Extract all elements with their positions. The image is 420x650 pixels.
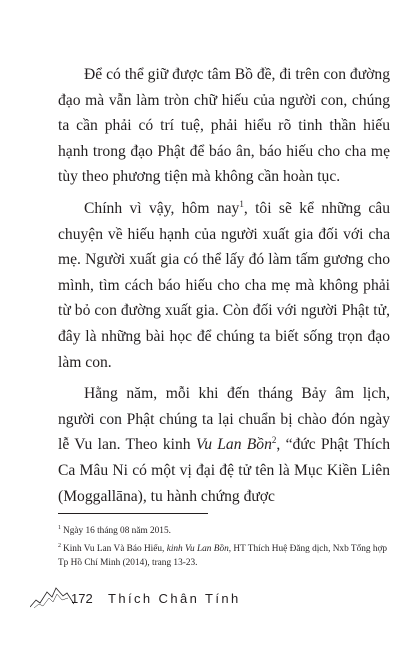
mountain-icon — [30, 580, 74, 610]
footnote-2 — [58, 542, 388, 570]
footnote-number: 2 — [58, 542, 61, 549]
author-name: Thích Chân Tính — [108, 591, 241, 606]
footnotes — [58, 524, 388, 574]
page-footer — [30, 580, 290, 610]
footnote-text-start: Kinh Vu Lan Và Báo Hiếu, — [63, 544, 167, 554]
footnote-reference-2[interactable]: 2 — [271, 435, 277, 446]
footnote-reference-1[interactable]: 1 — [239, 198, 244, 209]
footnote-separator — [58, 513, 208, 514]
body-text — [58, 62, 390, 515]
paragraph-text-start: Hằng năm, mỗi khi đến tháng Bảy âm lịch, người con Phật chúng ta lại chuẩn bị chào đón ngày lễ Vu lan. Theo kinh — [58, 385, 390, 454]
footnote-text-end: , HT Thích Huệ Đăng dịch, Nxb Tổng hợp Tp Hồ Chí Minh (2014), trang 13-23. — [58, 544, 388, 568]
paragraph-1 — [58, 62, 390, 190]
paragraph-text-end: , “đức Phật Thích Ca Mâu Ni có một vị đại đệ tử tên là Mục Kiền Liên (Moggallāna), tu hành chứng được — [58, 436, 390, 505]
footnote-text: Ngày 16 tháng 08 năm 2015. — [63, 526, 171, 536]
footnote-italic: kinh Vu Lan Bồn — [166, 544, 229, 554]
paragraph-text: Để có thể giữ được tâm Bồ đề, đi trên con đường đạo mà vẫn làm tròn chữ hiếu của người con, chúng ta cần phải có trí tuệ, phải hiểu rõ tinh thần hiếu hạnh trong đạo Phật để báo ân, báo hiếu cho cha mẹ tùy theo phương tiện mà không cần hoàn tục. — [58, 66, 391, 186]
sutra-title: Vu Lan Bồn — [195, 436, 272, 454]
footnote-number: 1 — [58, 524, 61, 531]
paragraph-3 — [58, 381, 390, 509]
footnote-1 — [58, 524, 388, 538]
paragraph-text-end: , tôi sẽ kể những câu chuyện về hiếu hạnh của người xuất gia đối với cha mẹ. Người xuất gia có thể lấy đó làm tấm gương cho mình, tìm cách báo hiếu cho cha mẹ mà không phải từ bỏ con đường xuất gia. Còn đối với người Phật tử, đây là những bài học để chúng ta biết sống trọn đạo làm con. — [58, 199, 390, 371]
paragraph-text-start: Chính vì vậy, hôm nay — [84, 199, 240, 217]
page-number: 172 — [71, 591, 93, 606]
paragraph-2 — [58, 196, 390, 375]
